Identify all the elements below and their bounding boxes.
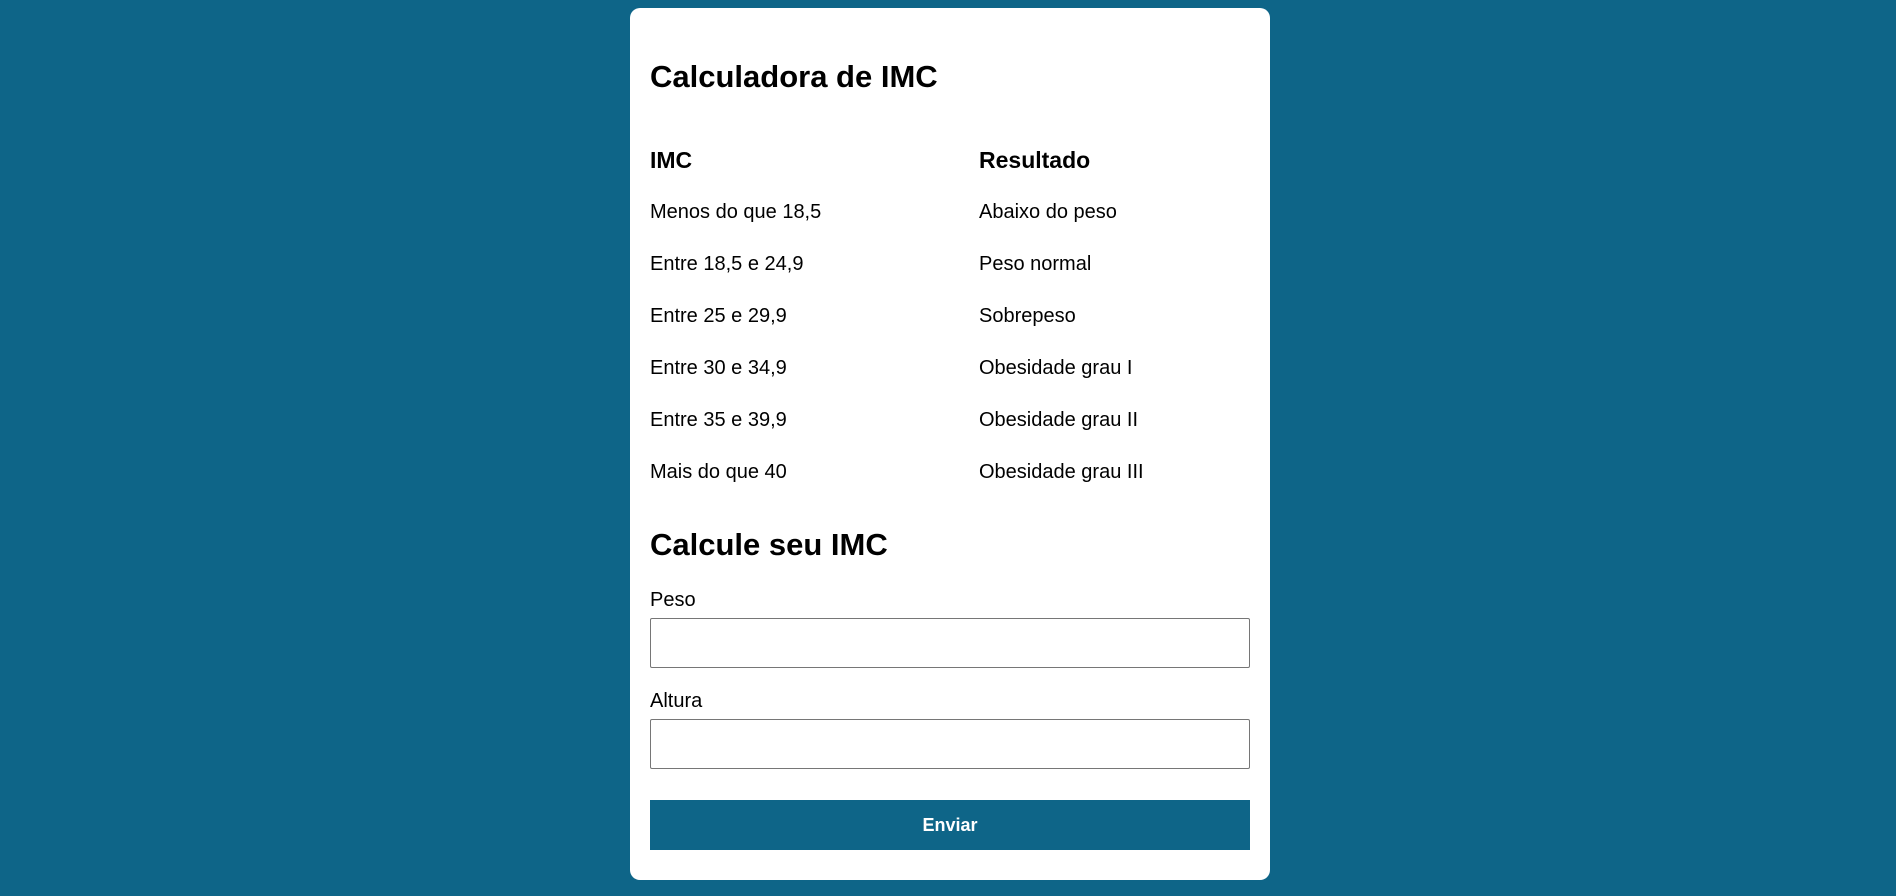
imc-range: Entre 18,5 e 24,9: [650, 252, 804, 275]
imc-result: Obesidade grau III: [979, 460, 1144, 483]
altura-input[interactable]: [650, 719, 1250, 769]
imc-range: Mais do que 40: [650, 460, 787, 483]
imc-range: Entre 35 e 39,9: [650, 408, 787, 431]
imc-result: Obesidade grau II: [979, 408, 1138, 431]
table-header-row: [650, 134, 1250, 186]
table-row: [650, 186, 1250, 238]
peso-label: Peso: [650, 589, 696, 611]
imc-card: [630, 8, 1270, 880]
imc-result: Obesidade grau I: [979, 356, 1133, 379]
imc-table: [650, 134, 1250, 498]
imc-result: Peso normal: [979, 252, 1092, 275]
imc-result: Abaixo do peso: [979, 200, 1117, 223]
page-title: Calculadora de IMC: [650, 59, 938, 94]
imc-range: Entre 30 e 34,9: [650, 356, 787, 379]
table-row: [650, 290, 1250, 342]
header-imc: IMC: [650, 146, 693, 173]
table-row: [650, 446, 1250, 498]
table-row: [650, 238, 1250, 290]
table-row: [650, 394, 1250, 446]
peso-input[interactable]: [650, 618, 1250, 668]
header-resultado: Resultado: [979, 146, 1091, 173]
submit-button[interactable]: Enviar: [650, 800, 1250, 850]
table-row: [650, 342, 1250, 394]
imc-range: Entre 25 e 29,9: [650, 304, 787, 327]
imc-result: Sobrepeso: [979, 304, 1076, 327]
imc-range: Menos do que 18,5: [650, 200, 822, 223]
form-title: Calcule seu IMC: [650, 527, 888, 562]
altura-label: Altura: [650, 690, 703, 712]
